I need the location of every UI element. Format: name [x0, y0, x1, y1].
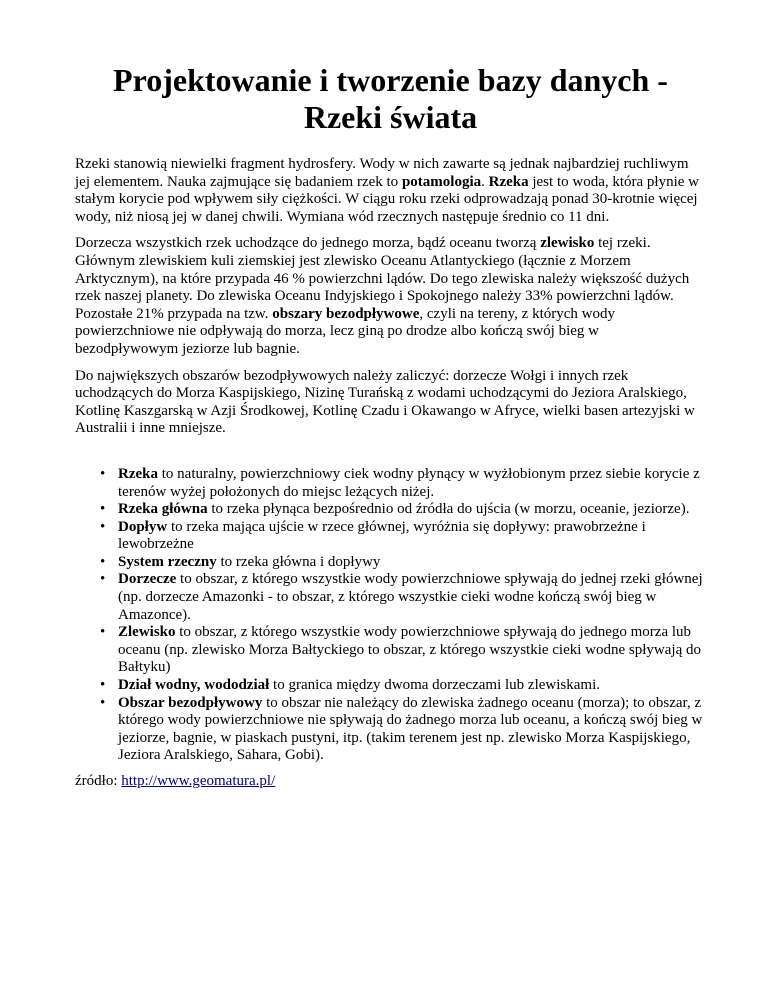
- source-label: źródło:: [75, 773, 122, 789]
- definition-text: to rzeka mająca ujście w rzece głównej, wyróżnia się dopływy: prawobrzeżne i lewobrzeżne: [118, 518, 646, 553]
- definition-item: [118, 519, 706, 554]
- paragraph-text: Rzeki stanowią niewielki fragment hydrosfery. Wody w nich zawarte są jednak najbardziej ruchliwym jej elementem. Nauka zajmujące się badaniem rzek to: [75, 156, 689, 190]
- definition-text: to obszar nie należący do zlewiska żadnego oceanu (morza); to obszar, z którego wody powierzchniowe nie spływają do żadnego morza lub oceanu, a kończą swój bieg w jeziorze, bagnie, w piaskach pustyni, itp. (takim terenem jest np. zlewisko Morza Kaspijskiego, Jeziora Aralskiego, Sahara, Gobi).: [118, 694, 703, 764]
- source-line: [75, 773, 706, 791]
- page-title-line-1: Projektowanie i tworzenie bazy danych -: [113, 62, 668, 98]
- definition-term: Dział wodny, wododział: [118, 677, 270, 694]
- paragraph-text: Dorzecza wszystkich rzek uchodzące do jednego morza, bądź oceanu tworzą: [75, 235, 541, 252]
- paragraph-text: Do największych obszarów bezodpływowych należy zaliczyć: dorzecze Wołgi i innych rzek uchodzących do Morza Kaspijskiego, Nizinę Turańską z wodami uchodzącymi do Jeziora Aralskiego, Kotlinę Kaszgarską w Azji Środkowej, Kotlinę Czadu i Okawango w Afryce, wielki basen artezyjski w Australii i inne mniejsze.: [75, 367, 695, 437]
- definition-item: [118, 677, 706, 695]
- definition-item: [118, 571, 706, 624]
- definition-text: to rzeka płynąca bezpośrednio od źródła do ujścia (w morzu, oceanie, jeziorze).: [207, 501, 690, 518]
- definition-text: to rzeka główna i dopływy: [216, 553, 381, 570]
- definition-term: System rzeczny: [118, 553, 217, 570]
- paragraph-text: tej rzeki. Głównym zlewiskiem kuli ziemskiej jest zlewisko Oceanu Atlantyckiego (łącznie z Morzem Arktycznym), na które przypada 46 % powierzchni lądów. Do tego zlewiska należy większość dużych rzek naszej planety. Do zlewiska Oceanu Indyjskiego i Spokojnego należy 33% powierzchni lądów. Pozostałe 21% przypada na tzw.: [75, 235, 690, 322]
- bold-term-obszary-bezodplywowe: obszary bezodpływowe: [272, 305, 420, 322]
- bold-term-rzeka: Rzeka: [488, 173, 529, 190]
- definition-text: to obszar, z którego wszystkie wody powierzchniowe spływają do jednego morza lub oceanu (np. zlewisko Morza Bałtyckiego to obszar, z którego wszystkie cieki wodne spływają do Bałtyku): [118, 624, 701, 676]
- definition-term: Dorzecze: [118, 571, 177, 588]
- source-link[interactable]: http://www.geomatura.pl/: [121, 773, 276, 789]
- bold-term-potamologia: potamologia: [401, 173, 482, 190]
- intro-paragraph: [75, 156, 706, 226]
- paragraph-text: jest to woda, która płynie w stałym korycie pod wpływem siły ciężkości. W ciągu roku rzeki odprowadzają ponad 30-krotnie więcej wody, niż niosą jej w danej chwili. Wymiana wód rzecznych następuje średnio co 11 dni.: [75, 173, 699, 225]
- definition-text: to granica między dwoma dorzeczami lub zlewiskami.: [269, 677, 600, 694]
- definition-text: to naturalny, powierzchniowy ciek wodny płynący w wyżłobionym przez siebie korycie z terenów wyżej położonych do miejsc leżących niżej.: [118, 465, 700, 500]
- definition-term: Rzeka główna: [118, 501, 208, 518]
- definition-item: [118, 466, 706, 501]
- definition-item: [118, 501, 706, 519]
- definition-item: [118, 624, 706, 677]
- definition-term: Dopływ: [118, 518, 168, 535]
- endorheic-paragraph: [75, 368, 706, 438]
- definition-text: to obszar, z którego wszystkie wody powierzchniowe spływają do jednej rzeki głównej (np. dorzecze Amazonki - to obszar, z którego wszystkie cieki wodne kończą swój bieg w Amazonce).: [118, 571, 703, 623]
- definition-item: [118, 554, 706, 572]
- bold-term-zlewisko: zlewisko: [540, 235, 595, 252]
- page-title: [75, 62, 706, 136]
- definition-term: Rzeka: [118, 465, 158, 482]
- paragraph-text: , czyli na tereny, z których wody powierzchniowe nie odpływają do morza, lecz giną po drodze albo kończą swój bieg w bezodpływowym jeziorze lub bagnie.: [75, 305, 615, 357]
- definitions-list: [75, 466, 706, 765]
- page-title-line-2: Rzeki świata: [303, 99, 478, 135]
- drainage-paragraph: [75, 235, 706, 358]
- definition-term: Zlewisko: [118, 624, 176, 641]
- definition-item: [118, 695, 706, 765]
- definition-term: Obszar bezodpływowy: [118, 694, 263, 711]
- paragraph-text: .: [481, 173, 489, 190]
